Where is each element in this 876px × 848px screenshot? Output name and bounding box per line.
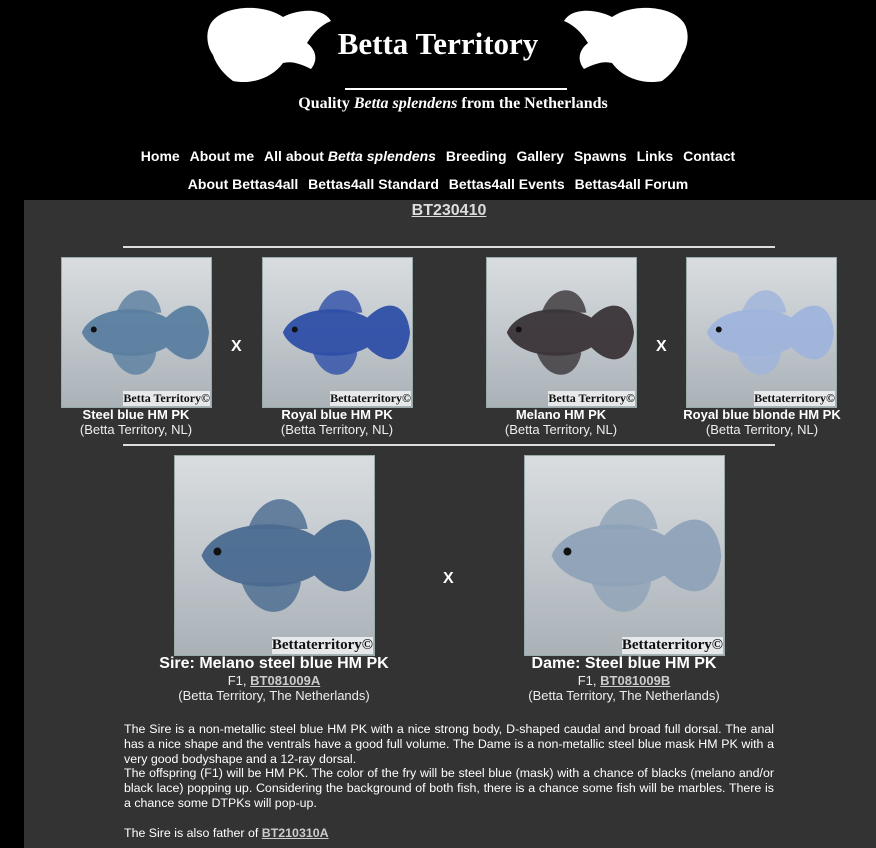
fish-photo-image [175,456,374,655]
nav-bettas4all-standard[interactable]: Bettas4all Standard [308,176,439,192]
sire-caption: Sire: Melano steel blue HM PK F1, BT081009A (Betta Territory, The Netherlands) [124,655,424,703]
photo-watermark: Bettaterritory© [271,637,373,653]
photo-watermark: Bettaterritory© [621,637,723,653]
secondary-nav [0,176,876,192]
sire-lineage-link[interactable]: BT081009A [250,673,321,688]
grandparent-photo-royal-blue[interactable] [262,257,413,408]
divider-middle [123,444,775,446]
page-title: BT230410 [411,202,487,219]
nav-about-me[interactable]: About me [189,148,255,164]
dame-photo[interactable] [524,455,725,656]
nav-spawns[interactable]: Spawns [573,148,627,164]
cross-symbol-center: X [443,570,454,587]
site-title: Betta Territory [337,26,539,61]
grandparent-caption: Steel blue HM PK (Betta Territory, NL) [79,407,193,437]
grandparent-photo-royal-blue-blonde[interactable] [686,257,837,408]
nav-home[interactable]: Home [140,148,180,164]
photo-watermark: Betta Territory© [123,391,210,405]
fish-photo-image [525,456,724,655]
fish-photo-image [687,258,836,407]
grandparent-caption: Melano HM PK (Betta Territory, NL) [504,407,618,437]
cross-symbol-right: X [656,338,667,355]
fish-photo-image [487,258,636,407]
nav-gallery[interactable]: Gallery [516,148,564,164]
sire-title: Sire: Melano steel blue HM PK [159,655,389,672]
dame-caption: Dame: Steel blue HM PK F1, BT081009B (Betta Territory, The Netherlands) [474,655,774,703]
grandparent-photo-melano[interactable] [486,257,637,408]
nav-all-about-betta[interactable]: All about Betta splendens [264,148,436,164]
site-tagline: Quality Betta splendens from the Netherlands [298,95,608,112]
nav-links[interactable]: Links [636,148,674,164]
sire-photo[interactable] [174,455,375,656]
nav-breeding[interactable]: Breeding [445,148,507,164]
primary-nav [0,148,876,164]
nav-bettas4all-forum[interactable]: Bettas4all Forum [574,176,689,192]
dame-title: Dame: Steel blue HM PK [531,655,717,672]
nav-about-bettas4all[interactable]: About Bettas4all [187,176,299,192]
grandparent-caption: Royal blue blonde HM PK (Betta Territory, NL) [683,407,841,437]
title-divider [345,88,567,90]
cross-symbol-left: X [231,338,242,355]
fish-photo-image [263,258,412,407]
description-paragraph: The Sire is also father of BT210310A [124,825,329,840]
description-paragraph: The Sire is a non-metallic steel blue HM PK with a nice strong body, D-shaped caudal and broad full dorsal. The anal has a nice shape and the ventrals have a good full volume. The Dame is a non-metallic steel blue mask HM PK with a very good bodyshape and a 12-ray dorsal. [124,722,774,766]
spawn-description [124,722,774,840]
description-paragraph: The offspring (F1) will be HM PK. The color of the fry will be steel blue (mask) with a chance of blacks (melano and/or black lace) popping up. Considering the background of both fish, there is a chance some fish will be marbles. There is a chance some DTPKs will pop-up. [124,766,774,810]
photo-watermark: Bettaterritory© [754,391,835,405]
nav-contact[interactable]: Contact [683,148,736,164]
grandparent-photo-steel-blue[interactable] [61,257,212,408]
dame-lineage-link[interactable]: BT081009B [600,673,671,688]
photo-watermark: Betta Territory© [548,391,635,405]
site-header [0,0,876,125]
related-spawn-link[interactable]: BT210310A [261,825,329,840]
nav-bettas4all-events[interactable]: Bettas4all Events [448,176,565,192]
grandparent-caption: Royal blue HM PK (Betta Territory, NL) [280,407,394,437]
divider-top [123,246,775,248]
fish-photo-image [62,258,211,407]
photo-watermark: Bettaterritory© [330,391,411,405]
